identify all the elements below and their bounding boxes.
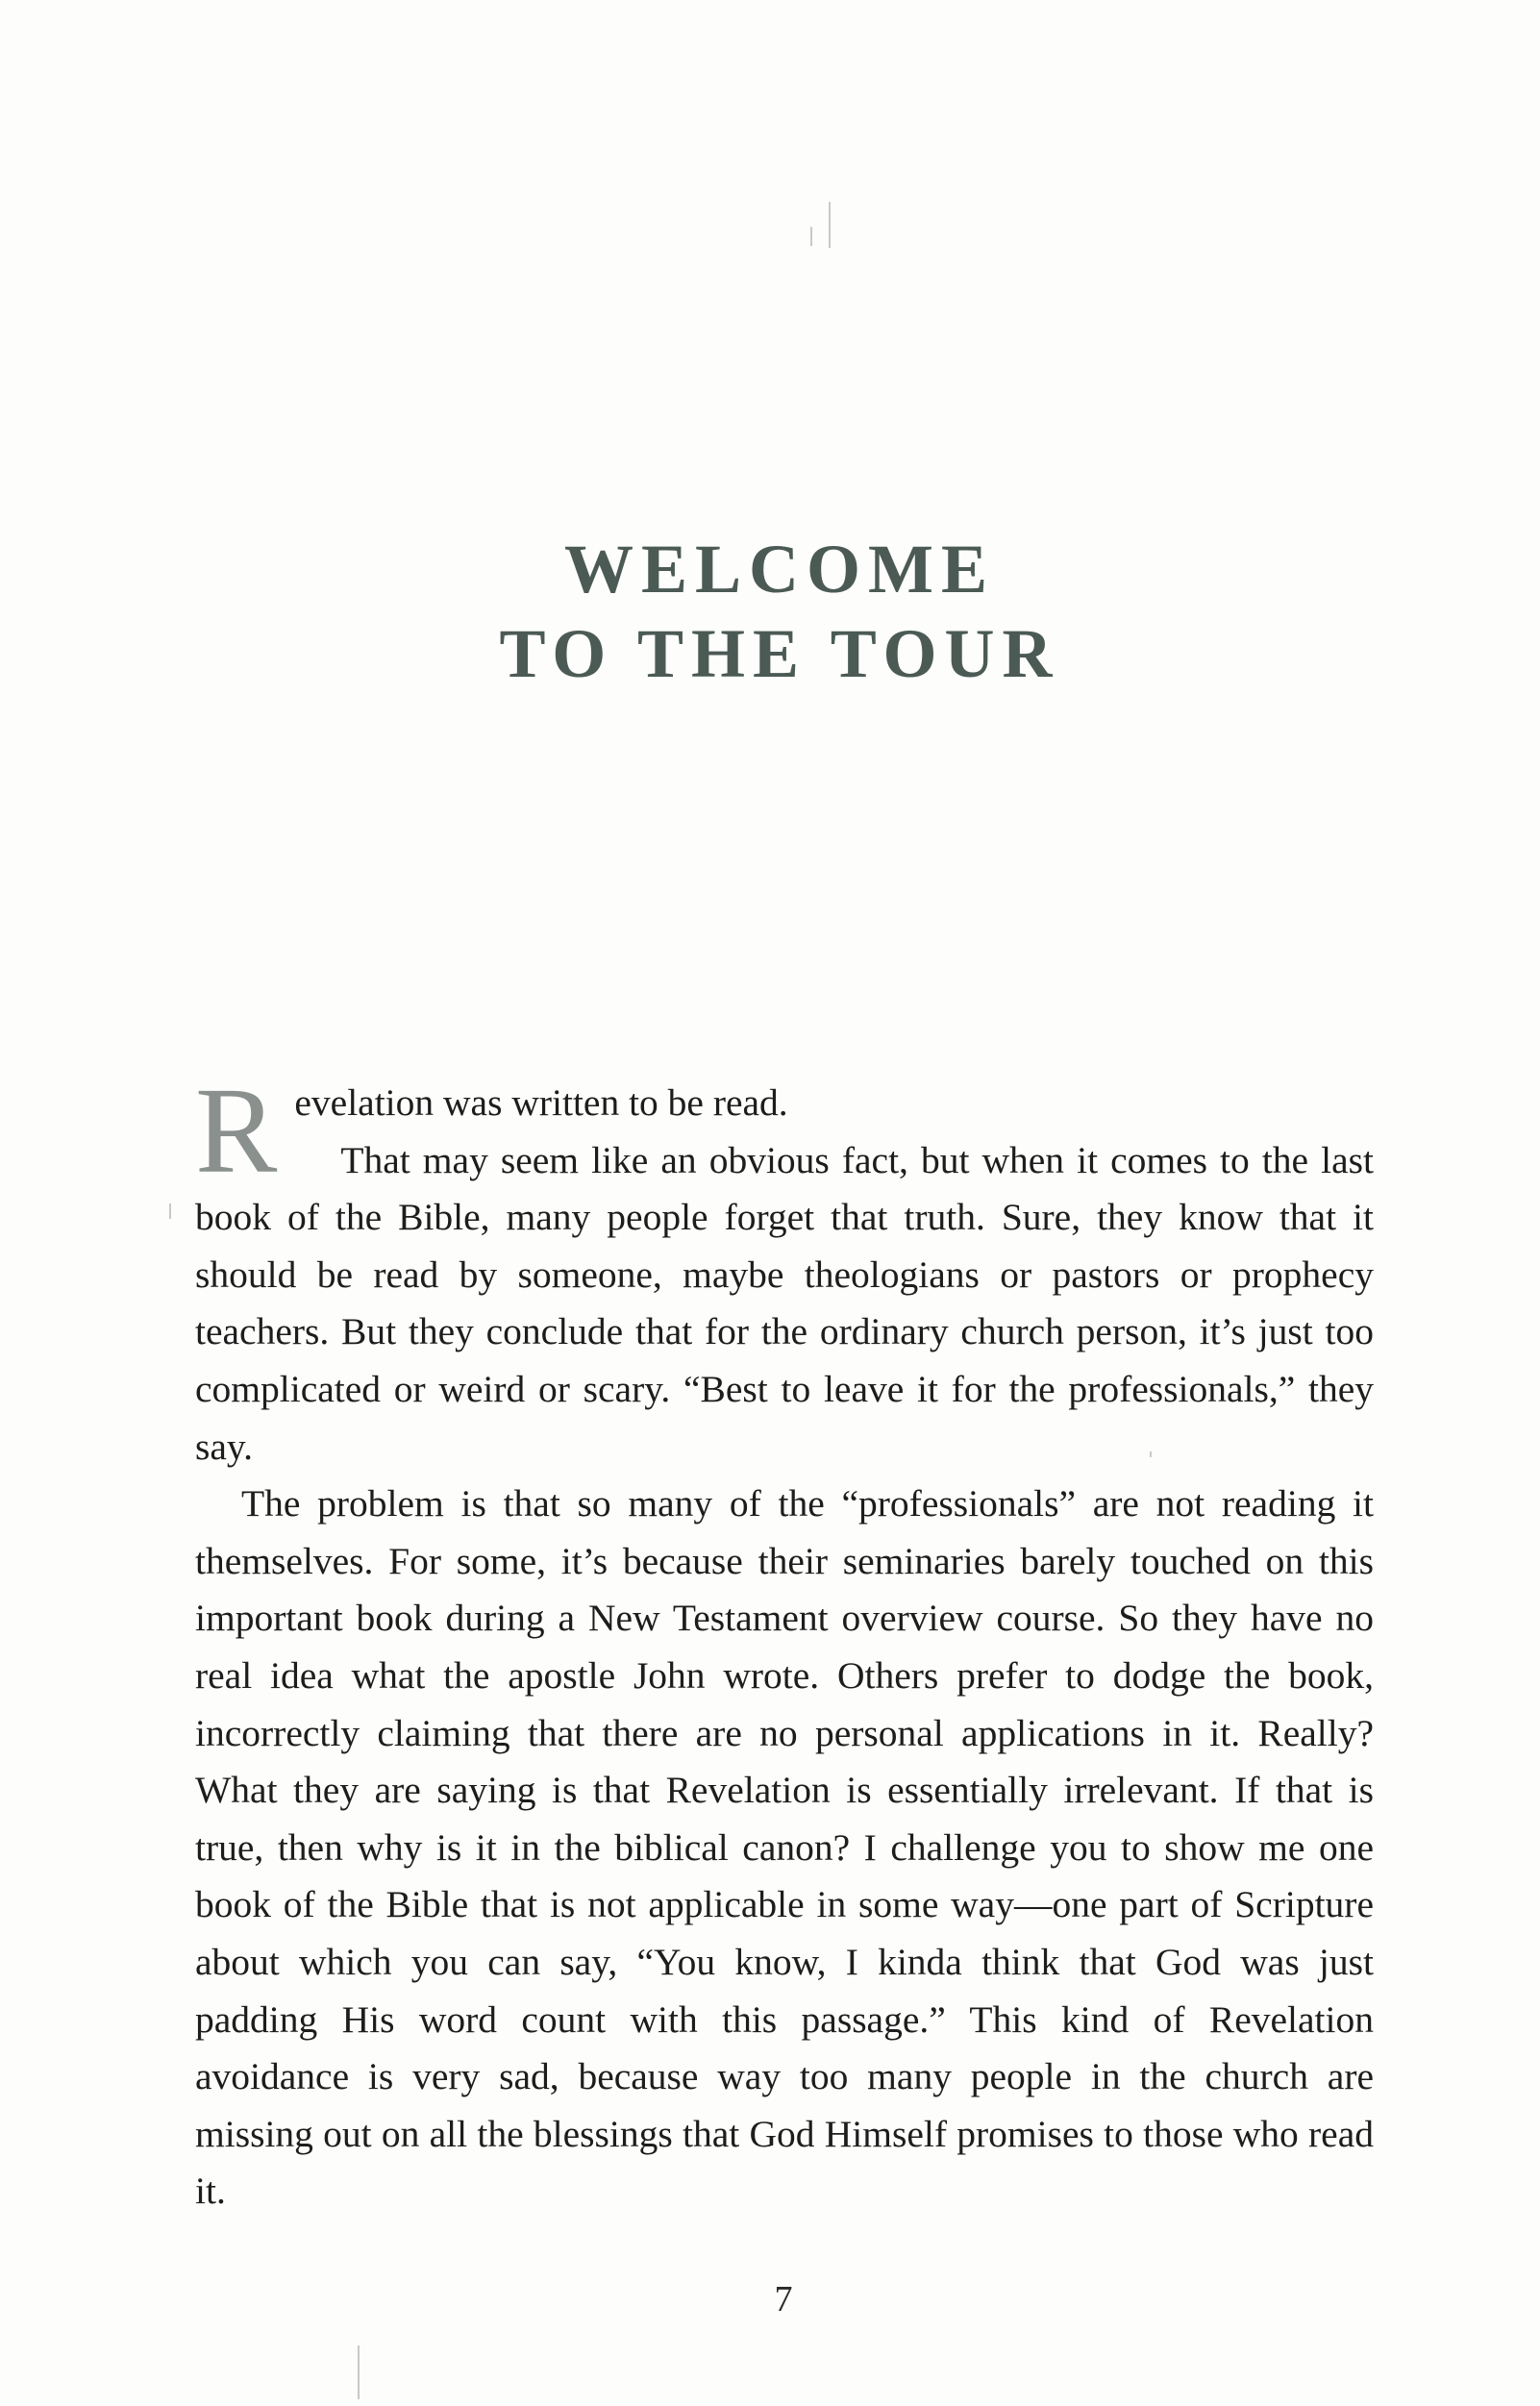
scan-speck xyxy=(1150,1451,1152,1457)
scan-speck xyxy=(169,1203,171,1219)
chapter-title-line-2: TO THE TOUR xyxy=(499,615,1060,692)
paragraph-3: The problem is that so many of the “professionals” are not reading it themselves. For some, it’s because their seminaries barely touched on this important book during a New Testament overview course. So they have no real idea what the apostle John wrote. Others prefer to dodge the book, incorrectly claiming that there are no personal applications in it. Really? What they are saying is that Revelation is essentially irrelevant. If that is true, then why is it in the biblical canon? I challenge you to show me one book of the Bible that is not applicable in some way—one part of Scripture about which you can say, “You know, I kinda think that God was just padding His word count with this passage.” This kind of Revelation avoidance is very sad, because way too many people in the church are missing out on all the blessings that God Himself promises to those who read it. xyxy=(195,1482,1374,2213)
drop-cap: R xyxy=(195,1062,278,1199)
paragraph-2: That may seem like an obvious fact, but when it comes to the last book of the Bible, many people forget that truth. Sure, they know that it should be read by someone, maybe theologians or pastors or prophecy teachers. But they conclude that for the ordinary church person, it’s just too complicated or weird or scary. “Best to leave it for the professionals,” they say. xyxy=(195,1138,1374,1468)
chapter-title xyxy=(0,527,1540,696)
page-number: 7 xyxy=(774,2279,793,2319)
scan-speck xyxy=(810,227,812,246)
chapter-title-line-1: WELCOME xyxy=(563,531,996,608)
chapter-body xyxy=(195,1062,1374,2220)
scan-speck xyxy=(829,202,831,248)
paragraph-1-text: evelation was written to be read. xyxy=(294,1081,788,1124)
paragraph-1 xyxy=(195,1062,1374,1199)
scan-speck xyxy=(358,2345,360,2399)
